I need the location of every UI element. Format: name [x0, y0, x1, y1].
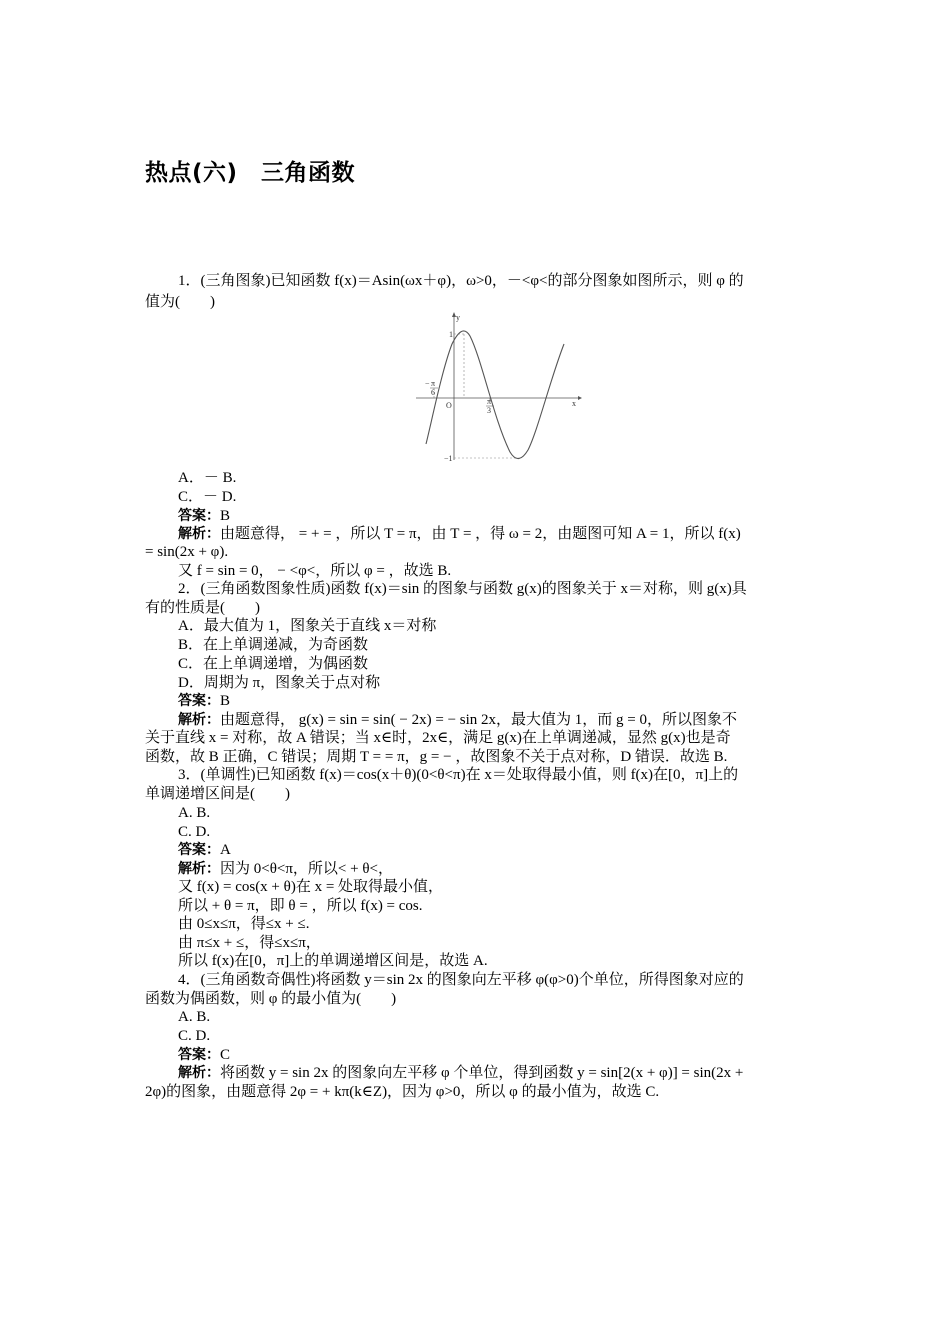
q2-answer: 答案：B	[178, 693, 231, 709]
q3-stem-line1: 3．(单调性)已知函数 f(x)＝cos(x＋θ)(0<θ<π)在 x＝处取得最小值，则 f(x)在[0，π]上的	[178, 767, 739, 783]
q2-explanation-1: 解析：由题意得， g(x) = sin = sin( − 2x) = − sin 2x，最大值为 1，而 g = 0，所以图象不	[178, 712, 738, 728]
q1-answer: 答案：B	[178, 508, 231, 524]
q2-option-a: A．最大值为 1，图象关于直线 x＝对称	[178, 618, 437, 634]
q3-options-ab: A. B.	[178, 805, 211, 821]
q2-stem-line1: 2．(三角函数图象性质)函数 f(x)＝sin 的图象与函数 g(x)的图象关于 x＝对称，则 g(x)具	[178, 581, 747, 597]
q1-explanation-1: 解析：由题意得， = + = ，所以 T = π，由 T = ，得 ω = 2，由题图可知 A = 1，所以 f(x)	[178, 526, 741, 542]
neg-tick-num: π	[431, 379, 436, 388]
q4-stem-line2: 函数为偶函数，则 φ 的最小值为( )	[145, 991, 397, 1007]
y-min-label: −1	[444, 454, 453, 462]
q1-sine-graph	[412, 310, 582, 462]
q4-explanation-2: 2φ)的图象，由题意得 2φ = + kπ(k∈Z)，因为 φ>0，所以 φ 的最小值为，故选 C.	[145, 1084, 660, 1100]
q4-explanation-1: 解析：将函数 y = sin 2x 的图象向左平移 φ 个单位，得到函数 y = sin[2(x + φ)] = sin(2x +	[178, 1065, 744, 1081]
pos-tick-num: π	[487, 397, 492, 406]
q2-option-d: D．周期为 π，图象关于点对称	[178, 675, 381, 691]
q3-stem-line2: 单调递增区间是( )	[145, 786, 290, 802]
q1-stem-line2: 值为( )	[145, 294, 215, 310]
y-max-label: 1	[449, 330, 453, 339]
q4-stem-line1: 4．(三角函数奇偶性)将函数 y＝sin 2x 的图象向左平移 φ(φ>0)个单位，所得图象对应的	[178, 972, 744, 988]
q3-explanation-6: 所以 f(x)在[0，π]上的单调递增区间是，故选 A.	[178, 953, 488, 969]
q2-explanation-2: 关于直线 x = 对称，故 A 错误；当 x∈时，2x∈，满足 g(x)在上单调递减，显然 g(x)也是奇	[145, 730, 731, 746]
q2-option-c: C．在上单调递增，为偶函数	[178, 656, 369, 672]
origin-label: O	[446, 401, 452, 410]
q4-answer: 答案：C	[178, 1047, 231, 1063]
pos-tick-den: 3	[487, 406, 491, 415]
q1-explanation-3: 又 f = sin = 0， − <φ<，所以 φ = ，故选 B.	[178, 563, 452, 579]
page-title: 热点(六) 三角函数	[145, 160, 356, 186]
q1-stem-line1: 1．(三角图象)已知函数 f(x)＝Asin(ωx＋φ)，ω>0，－<φ<的部分图象如图所示，则 φ 的	[178, 273, 744, 289]
q1-explanation-2: = sin(2x + φ).	[145, 544, 229, 560]
q1-options-ab: A．－ B.	[178, 470, 237, 486]
q3-options-cd: C. D.	[178, 824, 211, 840]
q3-explanation-1: 解析：因为 0<θ<π，所以< + θ<，	[178, 861, 393, 877]
x-label: x	[572, 399, 576, 408]
q3-explanation-3: 所以 + θ = π，即 θ = ，所以 f(x) = cos.	[178, 898, 423, 914]
q1-options-cd: C．－ D.	[178, 489, 237, 505]
neg-tick-den: 6	[431, 388, 435, 397]
neg-tick-sign: −	[425, 379, 430, 388]
q3-explanation-4: 由 0≤x≤π，得≤x + ≤.	[178, 916, 310, 932]
q2-stem-line2: 有的性质是( )	[145, 600, 260, 616]
q2-option-b: B．在上单调递减，为奇函数	[178, 637, 369, 653]
q3-explanation-5: 由 π≤x + ≤，得≤x≤π，	[178, 935, 321, 951]
q4-options-ab: A. B.	[178, 1009, 211, 1025]
y-label: y	[456, 313, 460, 322]
q3-answer: 答案：A	[178, 842, 231, 858]
q4-options-cd: C. D.	[178, 1028, 211, 1044]
q3-explanation-2: 又 f(x) = cos(x + θ)在 x = 处取得最小值，	[178, 879, 444, 895]
q2-explanation-3: 函数，故 B 正确，C 错误；周期 T = = π，g = − ，故图象不关于点对称，D 错误．故选 B.	[145, 749, 728, 765]
sine-curve	[426, 331, 564, 459]
x-axis-arrow	[578, 396, 582, 400]
